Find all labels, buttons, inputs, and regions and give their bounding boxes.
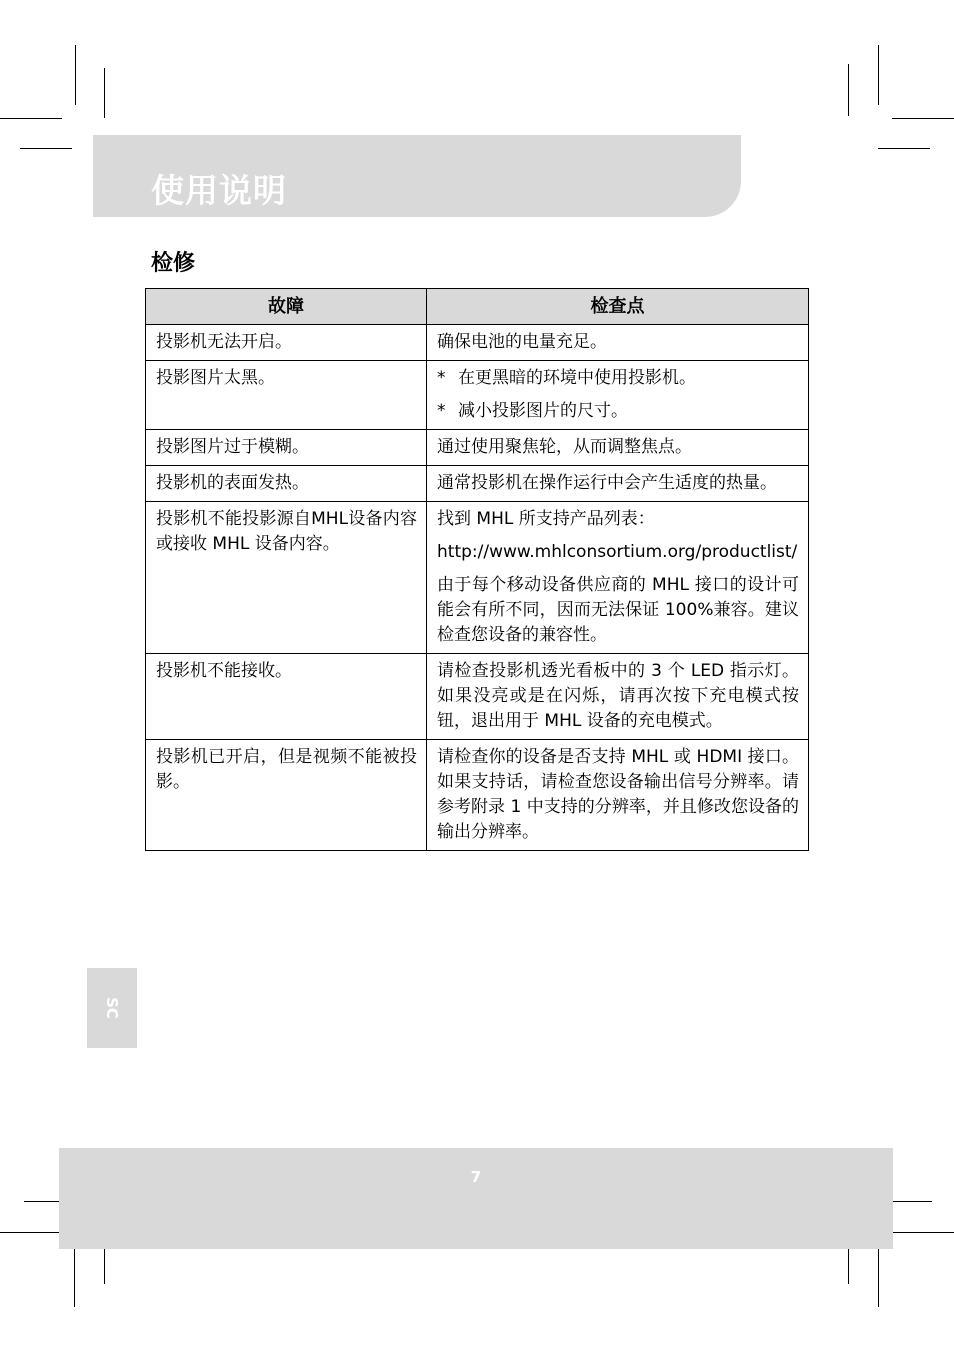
crop-mark [892, 118, 954, 119]
checkpoint-text: 减小投影图片的尺寸。 [458, 401, 628, 421]
product-list-url: http://www.mhlconsortium.org/productlist/ [437, 542, 798, 562]
page-title: 使用说明 [151, 171, 287, 210]
section-heading: 检修 [151, 251, 196, 276]
crop-mark [0, 1232, 62, 1233]
checkpoint-cell [427, 466, 809, 502]
checkpoint-text: 在更黑暗的环境中使用投影机。 [458, 368, 696, 388]
problem-cell: 投影图片太黑。 [146, 361, 427, 430]
crop-mark [848, 64, 849, 116]
problem-cell: 投影机已开启，但是视频不能被投影。 [146, 740, 427, 851]
checkpoint-cell [427, 654, 809, 740]
crop-mark [75, 45, 76, 105]
troubleshooting-table [145, 288, 809, 851]
problem-cell: 投影图片过于模糊。 [146, 430, 427, 466]
problem-cell: 投影机无法开启。 [146, 325, 427, 361]
column-header-checkpoint: 检查点 [427, 289, 809, 325]
column-header-problem: 故障 [146, 289, 427, 325]
bullet-mark: * [437, 401, 446, 421]
checkpoint-text: 请检查投影机透光看板中的 3 个 LED 指示灯。如果没亮或是在闪烁，请再次按下充电模式按钮，退出用于 MHL 设备的充电模式。 [437, 661, 799, 731]
checkpoint-cell [427, 361, 809, 430]
checkpoint-text: 由于每个移动设备供应商的 MHL 接口的设计可能会有所不同，因而无法保证 100%兼容。建议检查您设备的兼容性。 [437, 575, 799, 645]
checkpoint-text: 通常投影机在操作运行中会产生适度的热量。 [437, 473, 777, 493]
header-band [93, 135, 741, 217]
bullet-mark: * [437, 368, 446, 388]
checkpoint-bullet-item [437, 366, 799, 391]
checkpoint-text: 找到 MHL 所支持产品列表： [437, 509, 655, 529]
crop-mark [892, 1232, 954, 1233]
crop-mark [878, 148, 930, 149]
checkpoint-cell [427, 325, 809, 361]
table-row [146, 430, 809, 466]
table-row [146, 325, 809, 361]
language-side-tab [87, 968, 137, 1048]
problem-cell: 投影机不能接收。 [146, 654, 427, 740]
crop-mark [74, 1245, 75, 1307]
crop-mark [104, 68, 105, 118]
problem-cell: 投影机不能投影源自MHL设备内容或接收 MHL 设备内容。 [146, 502, 427, 654]
checkpoint-text: 请检查你的设备是否支持 MHL 或 HDMI 接口。如果支持话，请检查您设备输出信号分辨率。请参考附录 1 中支持的分辨率，并且修改您设备的输出分辨率。 [437, 747, 799, 842]
checkpoint-cell [427, 502, 809, 654]
footer-band [59, 1148, 893, 1249]
crop-mark [878, 45, 879, 105]
crop-mark [20, 148, 72, 149]
checkpoint-text: 确保电池的电量充足。 [437, 332, 607, 352]
crop-mark [878, 1245, 879, 1307]
crop-mark [0, 118, 62, 119]
table-row [146, 740, 809, 851]
table-header-row [146, 289, 809, 325]
checkpoint-cell [427, 740, 809, 851]
checkpoint-cell [427, 430, 809, 466]
table-row [146, 466, 809, 502]
page-number: 7 [470, 1168, 482, 1186]
language-label: SC [103, 997, 121, 1019]
checkpoint-text: 通过使用聚焦轮，从而调整焦点。 [437, 437, 692, 457]
problem-cell: 投影机的表面发热。 [146, 466, 427, 502]
table-row [146, 361, 809, 430]
table-row [146, 654, 809, 740]
checkpoint-bullet-item [437, 399, 799, 424]
table-row [146, 502, 809, 654]
